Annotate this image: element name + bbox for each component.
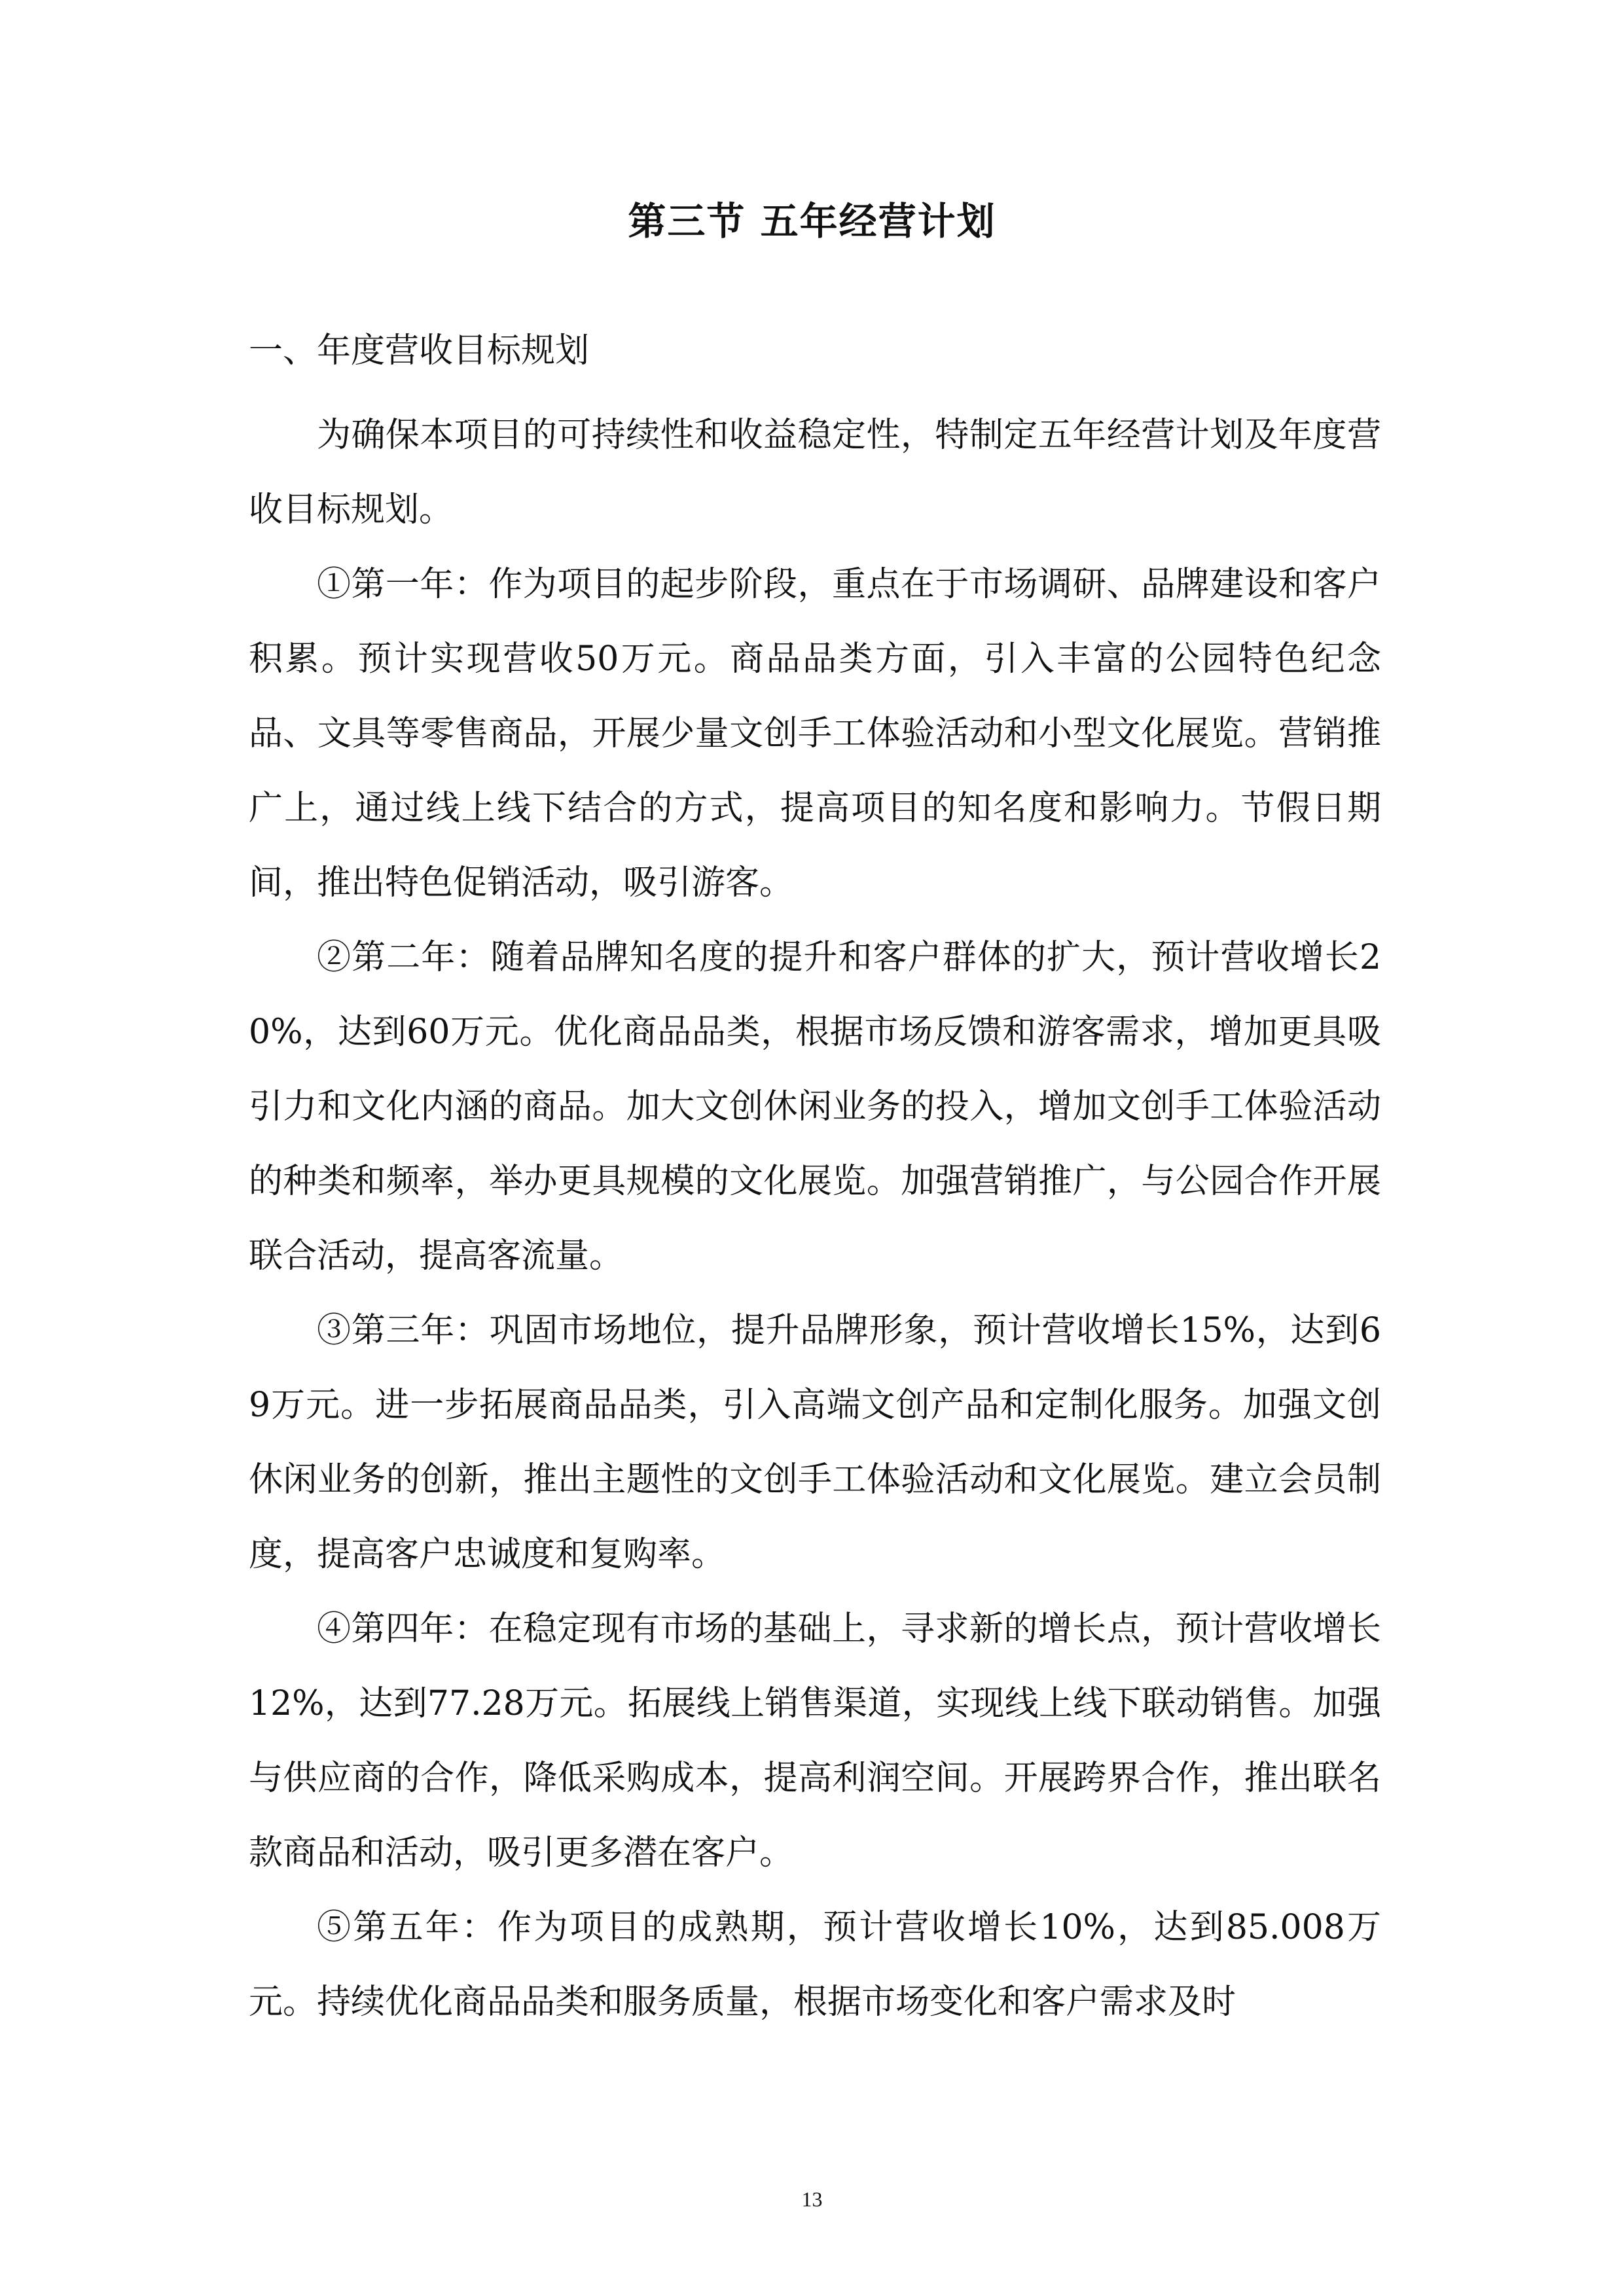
page-number: 13 [801, 2187, 823, 2211]
paragraph-year-1: ①第一年：作为项目的起步阶段，重点在于市场调研、品牌建设和客户积累。预计实现营收50万元。商品品类方面，引入丰富的公园特色纪念品、文具等零售商品，开展少量文创手工体验活动和小型文化展览。营销推广上，通过线上线下结合的方式，提高项目的知名度和影响力。节假日期间，推出特色促销活动，吸引游客。 [249, 565, 1381, 903]
paragraph-year-2: ②第二年：随着品牌知名度的提升和客户群体的扩大，预计营收增长20%，达到60万元。优化商品品类，根据市场反馈和游客需求，增加更具吸引力和文化内涵的商品。加大文创休闲业务的投入，增加文创手工体验活动的种类和频率，举办更具规模的文化展览。加强营销推广，与公园合作开展联合活动，提高客流量。 [249, 938, 1381, 1276]
subheading: 一、年度营收目标规划 [249, 331, 590, 370]
paragraph-year-4: ④第四年：在稳定现有市场的基础上，寻求新的增长点，预计营收增长12%，达到77.28万元。拓展线上销售渠道，实现线上线下联动销售。加强与供应商的合作，降低采购成本，提高利润空间。开展跨界合作，推出联名款商品和活动，吸引更多潜在客户。 [249, 1609, 1381, 1873]
paragraph-year-5: ⑤第五年：作为项目的成熟期，预计营收增长10%，达到85.008万元。持续优化商品品类和服务质量，根据市场变化和客户需求及时 [249, 1908, 1381, 2022]
section-title: 第三节 五年经营计划 [628, 199, 996, 243]
paragraph-year-3: ③第三年：巩固市场地位，提升品牌形象，预计营收增长15%，达到69万元。进一步拓展商品品类，引入高端文创产品和定制化服务。加强文创休闲业务的创新，推出主题性的文创手工体验活动和文化展览。建立会员制度，提高客户忠诚度和复购率。 [249, 1311, 1381, 1574]
body-text [249, 398, 1381, 2039]
paragraph-intro: 为确保本项目的可持续性和收益稳定性，特制定五年经营计划及年度营收目标规划。 [249, 416, 1381, 529]
